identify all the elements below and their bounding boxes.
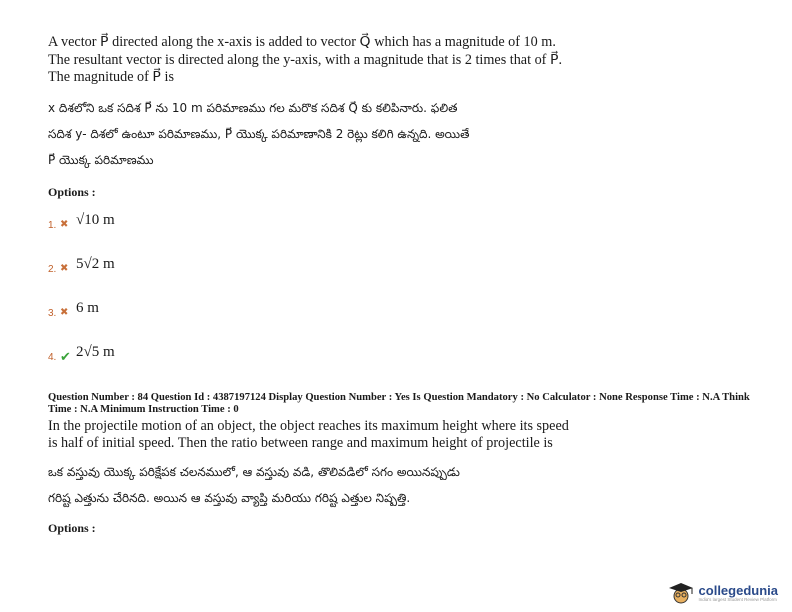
logo-tagline: India's largest Student Review Platform [698, 597, 777, 602]
wrong-mark-icon: ✖ [60, 262, 69, 274]
q2-english-text: In the projectile motion of an object, the object reaches its maximum height where its speed is half of initial speed. Then the ratio between range and maximum height of projectile is [48, 417, 569, 451]
q1-english-text: A vector P⃗ directed along the x-axis is added to vector Q⃗ which has a magnitude of 10 m. The resultant vector is directed along the y-axis, with a magnitude that is 2 times that of P⃗. The magnitude of P⃗ is [48, 34, 563, 85]
option-value: 6 m [76, 299, 99, 316]
logo-brand-text: collegedunia [698, 583, 778, 598]
option-value: 2√5 m [76, 343, 115, 360]
q1-options-label: Options : [48, 184, 96, 199]
q1-telugu-line-1: x దిశలోని ఒక సదిశ P⃗ ను 10 m పరిమాణము గల మరొక సదిశ Q⃗ కు కలిపినారు. ఫలిత [48, 100, 458, 115]
option-value: √10 m [76, 211, 115, 228]
graduate-cap-icon [665, 582, 699, 604]
q2-telugu-text [48, 459, 578, 511]
option-number: 4. [48, 351, 57, 363]
q1-telugu-text [48, 95, 578, 173]
wrong-mark-icon: ✖ [60, 306, 69, 318]
wrong-mark-icon: ✖ [60, 218, 69, 230]
q1-telugu-line-3: P⃗ యొక్క పరిమాణము [48, 152, 154, 167]
option-number: 2. [48, 263, 57, 275]
q2-telugu-line-2: గరిష్ట ఎత్తును చేరినది. అయిన ఆ వస్తువు వ్యాప్తి మరియు గరిష్ట ఎత్తుల నిష్పత్తి. [48, 490, 411, 505]
option-number: 1. [48, 219, 57, 231]
q1-option-4[interactable] [48, 338, 748, 382]
q1-options-list [48, 206, 748, 382]
question-page [48, 34, 748, 536]
q1-option-3[interactable] [48, 294, 748, 338]
collegedunia-logo [665, 582, 778, 604]
q1-option-2[interactable] [48, 250, 748, 294]
q2-meta-info: Question Number : 84 Question Id : 4387197124 Display Question Number : Yes Is Question Mandatory : No Calculator : None Response Time : N.A Think Time : N.A Minimum Instruction Time : 0 [48, 391, 750, 415]
option-value: 5√2 m [76, 255, 115, 272]
correct-check-icon: ✔ [60, 348, 71, 364]
q1-option-1[interactable] [48, 206, 748, 250]
q2-telugu-line-1: ఒక వస్తువు యొక్క పరిక్షేపక చలనములో, ఆ వస్తువు వడి, తొలివడిలో సగం అయినప్పుడు [48, 464, 460, 479]
option-number: 3. [48, 307, 57, 319]
q1-telugu-line-2: సదిశ y- దిశలో ఉంటూ పరిమాణము, P⃗ యొక్క పరిమాణానికి 2 రెట్లు కలిగి ఉన్నది. అయితే [48, 126, 470, 141]
q2-options-label: Options : [48, 520, 96, 535]
